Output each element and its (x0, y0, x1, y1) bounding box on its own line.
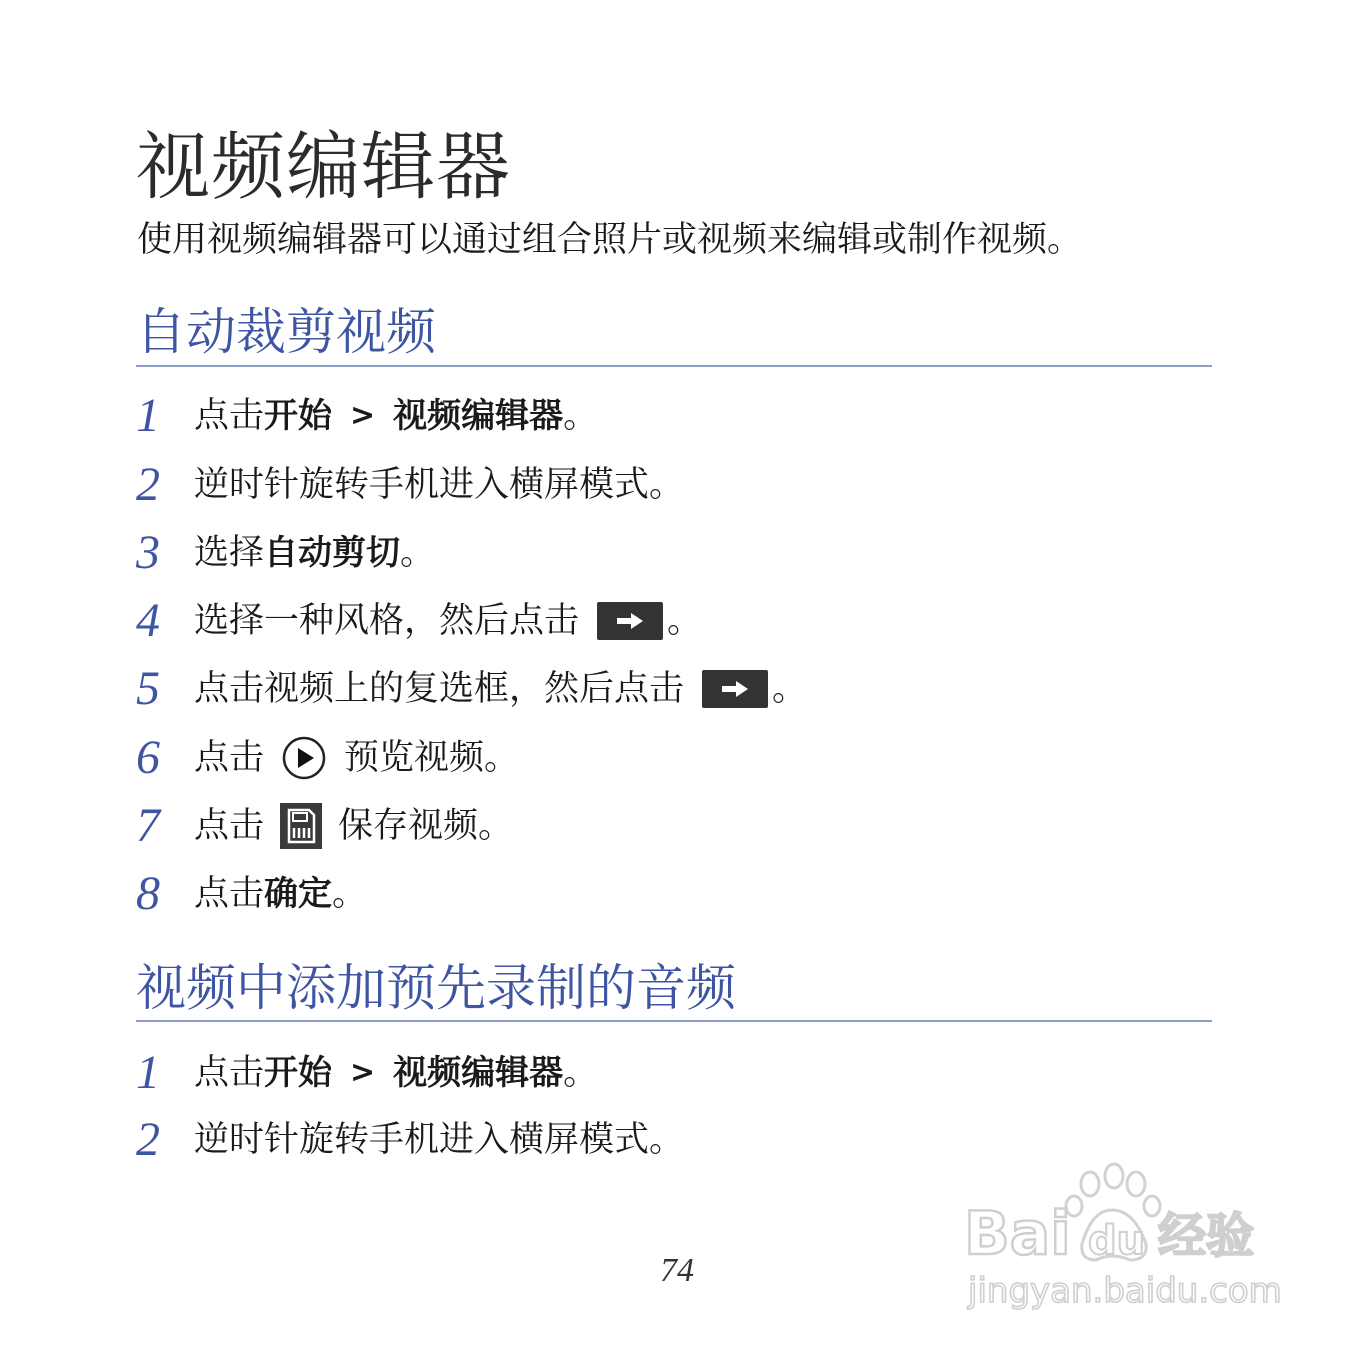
next-button (597, 602, 663, 640)
step-1 (136, 388, 598, 444)
svg-text:经验: 经验 (1158, 1208, 1255, 1264)
step-text (194, 593, 702, 649)
step-8 (136, 866, 367, 922)
step-number: 7 (136, 799, 160, 852)
section-divider (136, 365, 1212, 367)
step-text-plain: 点击 (194, 396, 265, 436)
step-text-plain: 点击 (194, 806, 265, 846)
step-text (194, 457, 684, 513)
option-auto-cut: 自动剪切 (264, 533, 401, 573)
step-4 (136, 593, 702, 649)
step-text (194, 661, 807, 717)
menu-separator: > (350, 1055, 376, 1090)
step-number: 4 (136, 594, 160, 647)
step-text-punct: 。 (400, 533, 436, 573)
step-text-plain: 点击 (194, 874, 265, 914)
step-text-plain: 保存视频。 (338, 806, 514, 846)
step-number: 2 (136, 1113, 160, 1166)
step-text (194, 730, 519, 786)
arrow-right-icon (615, 612, 645, 630)
menu-start: 开始 (264, 1053, 333, 1093)
menu-start: 开始 (264, 396, 333, 436)
section-heading-auto-trim: 自动裁剪视频 (136, 303, 436, 361)
step-text-punct: 。 (332, 874, 368, 914)
step-text (194, 525, 435, 581)
step-text-plain: 点击 (194, 738, 265, 778)
step-text-plain: 逆时针旋转手机进入横屏模式。 (194, 465, 685, 505)
svg-text:Bai: Bai (964, 1199, 1071, 1269)
section-heading-add-audio: 视频中添加预先录制的音频 (136, 959, 736, 1017)
next-button (702, 670, 768, 708)
step-text-punct: 。 (667, 601, 703, 641)
arrow-right-icon (720, 680, 750, 698)
step-text-plain: 预览视频。 (344, 738, 520, 778)
section-divider (136, 1020, 1212, 1022)
step-1 (136, 1045, 598, 1101)
step-text-plain: 选择 (194, 533, 265, 573)
step-text-plain: 点击 (194, 1053, 265, 1093)
step-text-punct: 。 (563, 1053, 599, 1093)
step-text (194, 866, 367, 922)
step-text (194, 1112, 684, 1168)
step-text-plain: 点击视频上的复选框，然后点击 (194, 669, 685, 709)
save-icon (280, 803, 322, 849)
step-text-punct: 。 (772, 669, 808, 709)
page-intro: 使用视频编辑器可以通过组合照片或视频来编辑或制作视频。 (137, 220, 1083, 260)
option-confirm: 确定 (264, 874, 333, 914)
step-2 (136, 457, 684, 513)
step-text (194, 798, 513, 854)
step-number: 3 (136, 526, 160, 579)
step-number: 8 (136, 867, 160, 920)
step-text-plain: 选择一种风格，然后点击 (194, 601, 580, 641)
step-2 (136, 1112, 684, 1168)
baidu-watermark-logo (962, 1152, 1282, 1312)
step-number: 1 (136, 1046, 160, 1099)
step-text-plain: 逆时针旋转手机进入横屏模式。 (194, 1120, 685, 1160)
step-text (194, 388, 598, 444)
page-title: 视频编辑器 (136, 124, 511, 210)
step-6 (136, 730, 519, 786)
step-7 (136, 798, 513, 854)
page-number: 74 (660, 1252, 694, 1289)
svg-text:du: du (1088, 1218, 1146, 1264)
step-number: 1 (136, 389, 160, 442)
menu-video-editor: 视频编辑器 (393, 1053, 564, 1093)
step-text (194, 1045, 598, 1101)
step-number: 2 (136, 458, 160, 511)
play-icon (282, 736, 326, 780)
svg-text:jingyan.baidu.com: jingyan.baidu.com (968, 1271, 1282, 1311)
step-number: 6 (136, 731, 160, 784)
step-number: 5 (136, 662, 160, 715)
step-3 (136, 525, 435, 581)
step-text-punct: 。 (563, 396, 599, 436)
step-5 (136, 661, 807, 717)
menu-video-editor: 视频编辑器 (393, 396, 564, 436)
menu-separator: > (350, 398, 376, 433)
